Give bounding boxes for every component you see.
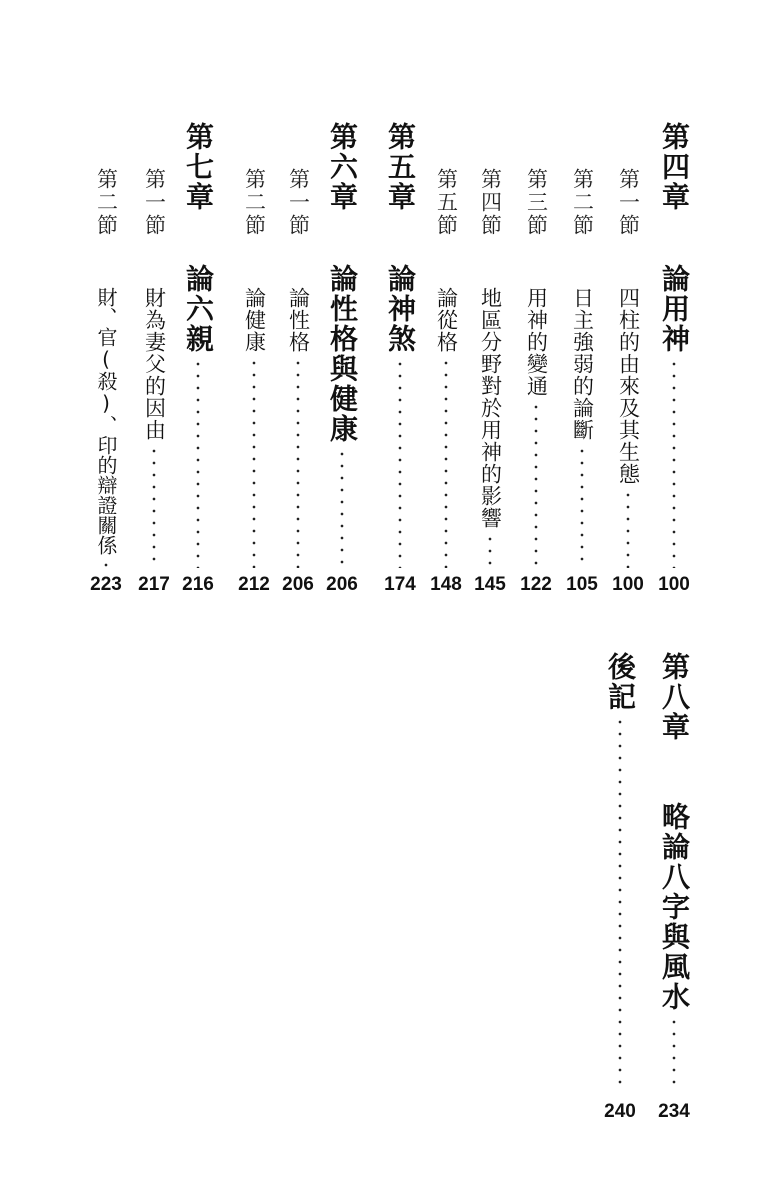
toc-afterword[interactable] <box>596 652 644 1092</box>
section-label: 第二節 <box>94 168 119 237</box>
section-title: 四柱的由來及其生態 <box>616 287 641 485</box>
dot-leader <box>296 357 300 568</box>
toc-chapter-6[interactable] <box>318 122 366 570</box>
section-title: 論健康 <box>242 287 267 353</box>
toc-chapter-5[interactable] <box>376 122 424 570</box>
toc-section-4-5[interactable] <box>424 168 468 570</box>
dot-leader <box>340 448 344 568</box>
section-title: 論性格 <box>286 287 311 353</box>
section-label: 第一節 <box>142 168 167 237</box>
chapter-label: 第五章 <box>384 122 417 212</box>
section-label: 第一節 <box>286 168 311 237</box>
toc-section-4-1[interactable] <box>606 168 650 570</box>
dot-leader <box>104 559 108 568</box>
chapter-label: 第四章 <box>658 122 691 212</box>
chapter-title: 論六親 <box>182 264 215 354</box>
chapter-title: 論用神 <box>658 264 691 354</box>
chapter-title: 後記 <box>604 652 637 712</box>
toc-section-7-1[interactable] <box>132 168 176 570</box>
toc-section-4-2[interactable] <box>560 168 604 570</box>
section-label: 第一節 <box>616 168 641 237</box>
section-title: 財、官(殺)、印的辯證關係 <box>94 287 118 555</box>
toc-chapter-4[interactable] <box>650 122 698 570</box>
section-label: 第二節 <box>242 168 267 237</box>
chapter-title: 論神煞 <box>384 264 417 354</box>
section-title: 地區分野對於用神的影響 <box>478 287 503 529</box>
toc-section-6-2[interactable] <box>232 168 276 570</box>
section-label: 第二節 <box>570 168 595 237</box>
dot-leader <box>580 445 584 568</box>
page-number: 216 <box>182 574 214 595</box>
section-title: 財為妻父的因由 <box>142 287 167 441</box>
toc-section-6-1[interactable] <box>276 168 320 570</box>
page-number: 148 <box>430 574 462 595</box>
toc-section-4-3[interactable] <box>514 168 558 570</box>
dot-leader <box>618 716 622 1090</box>
dot-leader <box>252 357 256 568</box>
page-number: 212 <box>238 574 270 595</box>
page-number: 206 <box>326 574 358 595</box>
page-number: 240 <box>604 1101 636 1122</box>
chapter-label: 第八章 <box>658 652 691 742</box>
dot-leader <box>196 358 200 568</box>
chapter-label: 第六章 <box>326 122 359 212</box>
page-number: 223 <box>90 574 122 595</box>
page-number: 217 <box>138 574 170 595</box>
page-number: 145 <box>474 574 506 595</box>
toc-section-4-4[interactable] <box>468 168 512 570</box>
page-number: 174 <box>384 574 416 595</box>
chapter-title: 論性格與健康 <box>326 264 359 444</box>
dot-leader <box>152 445 156 568</box>
section-title: 論從格 <box>434 287 459 353</box>
dot-leader <box>534 401 538 568</box>
chapter-title: 略論八字與風水 <box>658 802 691 1012</box>
toc-section-7-2[interactable] <box>84 168 128 570</box>
toc-chapter-7[interactable] <box>174 122 222 570</box>
dot-leader <box>626 489 630 568</box>
page-number: 206 <box>282 574 314 595</box>
dot-leader <box>444 357 448 568</box>
section-title: 日主強弱的論斷 <box>570 287 595 441</box>
dot-leader <box>672 358 676 568</box>
dot-leader <box>398 358 402 568</box>
toc-chapter-8[interactable] <box>650 652 698 1092</box>
section-label: 第三節 <box>524 168 549 237</box>
section-label: 第五節 <box>434 168 459 237</box>
section-title: 用神的變通 <box>524 287 549 397</box>
dot-leader <box>488 533 492 568</box>
page-number: 105 <box>566 574 598 595</box>
section-label: 第四節 <box>478 168 503 237</box>
page-number: 100 <box>658 574 690 595</box>
page-number: 122 <box>520 574 552 595</box>
chapter-label: 第七章 <box>182 122 215 212</box>
page-number: 234 <box>658 1101 690 1122</box>
dot-leader <box>672 1016 676 1090</box>
page-number: 100 <box>612 574 644 595</box>
